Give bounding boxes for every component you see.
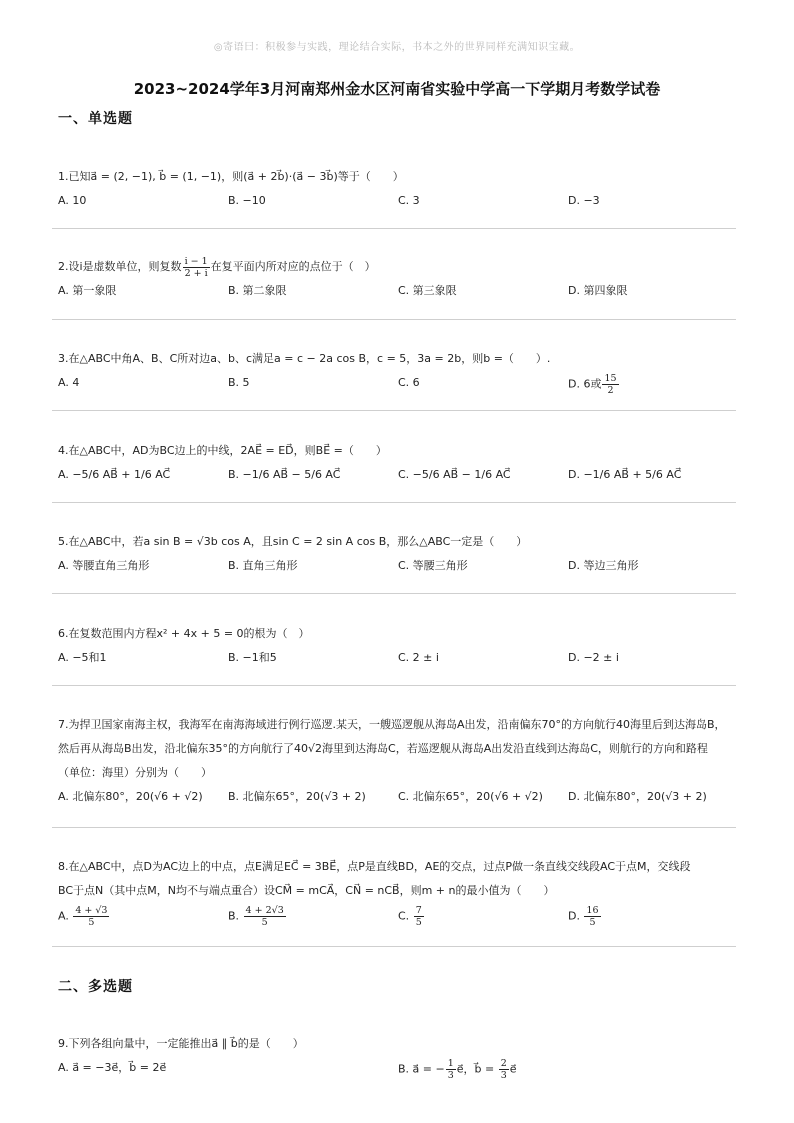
divider <box>52 593 736 594</box>
fraction-numerator: 2 <box>500 1058 507 1069</box>
option-c[interactable]: C. 2 ± i <box>398 651 439 664</box>
question-7 <box>58 713 738 809</box>
fraction-denominator: 5 <box>261 917 268 928</box>
option-b[interactable]: B. −10 <box>228 194 266 207</box>
divider <box>52 502 736 503</box>
option-c[interactable]: C. −5/6 AB⃗ − 1/6 AC⃗ <box>398 468 511 481</box>
option-b-prefix: B. a⃗ = − <box>398 1062 445 1076</box>
fraction-numerator: 4 + 2√3 <box>245 905 284 916</box>
question-1 <box>58 165 738 213</box>
section-single-choice: 一、单选题 <box>58 111 133 127</box>
fraction <box>244 905 286 928</box>
fraction-numerator: 4 + √3 <box>75 905 108 916</box>
fraction <box>73 905 109 928</box>
page-title: 2023~2024学年3月河南郑州金水区河南省实验中学高一下学期月考数学试卷 <box>133 80 661 98</box>
fraction-denominator: 2 + i <box>184 267 208 279</box>
option-b[interactable]: B. 北偏东65°，20(√3 + 2) <box>228 790 366 803</box>
option-a[interactable]: A. −5/6 AB⃗ + 1/6 AC⃗ <box>58 468 171 481</box>
option-b-middle: e⃗，b⃗ = <box>456 1062 495 1076</box>
option-d[interactable]: D. 第四象限 <box>568 284 628 297</box>
option-d-prefix: D. 6或 <box>568 377 602 391</box>
fraction-numerator: 1 <box>447 1058 454 1069</box>
question-stem: 1.已知a⃗ = (2, −1), b⃗ = (1, −1)，则(a⃗ + 2b⃗)·(a⃗ − 3b⃗)等于（ ） <box>58 170 404 183</box>
divider <box>52 827 736 828</box>
option-b[interactable]: B. 直角三角形 <box>228 559 298 572</box>
fraction <box>602 373 618 396</box>
option-b-suffix: e⃗ <box>509 1062 517 1076</box>
stem-suffix: 在复平面内所对应的点位于（ ） <box>210 260 376 273</box>
fraction-denominator: 3 <box>447 1070 454 1081</box>
header-motto: ◎寄语曰：积极参与实践，理论结合实际，书本之外的世界同样充满知识宝藏。 <box>213 42 581 53</box>
section-multi-choice: 二、多选题 <box>58 979 133 995</box>
question-stem-line-1: 8.在△ABC中，点D为AC边上的中点，点E满足EC⃗ = 3BE⃗，点P是直线BD，AE的交点，过点P做一条直线交线段AC于点M，交线段 <box>58 860 691 873</box>
option-a[interactable]: A. 4 <box>58 376 80 389</box>
option-b[interactable]: B. −1和5 <box>228 651 277 664</box>
fraction <box>414 905 424 928</box>
fraction-denominator: 3 <box>500 1070 507 1081</box>
option-b[interactable]: B. −1/6 AB⃗ − 5/6 AC⃗ <box>228 468 341 481</box>
question-stem: 9.下列各组向量中，一定能推出a⃗ ∥ b⃗的是（ ） <box>58 1037 304 1050</box>
fraction-denominator: 2 <box>607 385 614 396</box>
fraction-denominator: 5 <box>88 917 95 928</box>
question-9 <box>58 1032 738 1088</box>
question-3 <box>58 347 738 395</box>
question-stem: 4.在△ABC中，AD为BC边上的中线，2AE⃗ = ED⃗，则BE⃗ =（ ） <box>58 444 387 457</box>
option-a[interactable]: A. 10 <box>58 194 87 207</box>
option-a[interactable] <box>58 905 110 928</box>
divider <box>52 228 736 229</box>
option-b[interactable]: B. 5 <box>228 376 250 389</box>
option-d[interactable]: D. −2 ± i <box>568 651 619 664</box>
divider <box>52 319 736 320</box>
option-a[interactable]: A. −5和1 <box>58 651 107 664</box>
option-d[interactable] <box>568 373 620 396</box>
fraction-denominator: 5 <box>415 917 422 928</box>
option-a[interactable]: A. 北偏东80°，20(√6 + √2) <box>58 790 203 803</box>
option-c[interactable]: C. 北偏东65°，20(√6 + √2) <box>398 790 543 803</box>
option-c[interactable] <box>398 905 425 928</box>
option-d[interactable]: D. 北偏东80°，20(√3 + 2) <box>568 790 707 803</box>
question-stem-line-3: （单位：海里）分别为（ ） <box>58 766 212 779</box>
fraction-numerator: 15 <box>604 373 617 384</box>
divider <box>52 946 736 947</box>
option-b[interactable] <box>398 1058 517 1081</box>
fraction <box>183 256 210 279</box>
fraction-denominator: 5 <box>589 917 596 928</box>
option-label: D. <box>568 909 580 923</box>
question-stem-line-1: 7.为捍卫国家南海主权，我海军在南海海域进行例行巡逻.某天，一艘巡逻舰从海岛A出发，沿南偏东70°的方向航行40海里后到达海岛B， <box>58 718 726 731</box>
option-label: A. <box>58 909 69 923</box>
fraction <box>584 905 600 928</box>
option-a[interactable]: A. a⃗ = −3e⃗，b⃗ = 2e⃗ <box>58 1061 167 1074</box>
question-stem <box>58 255 738 279</box>
option-c[interactable]: C. 等腰三角形 <box>398 559 468 572</box>
question-8 <box>58 855 738 935</box>
stem-prefix: 2.设i是虚数单位，则复数 <box>58 260 182 273</box>
fraction-numerator: 7 <box>415 905 422 916</box>
option-d[interactable]: D. 等边三角形 <box>568 559 639 572</box>
fraction <box>446 1058 456 1081</box>
question-4 <box>58 439 738 487</box>
fraction-numerator: i − 1 <box>184 255 208 267</box>
option-b[interactable]: B. 第二象限 <box>228 284 287 297</box>
question-stem: 3.在△ABC中角A、B、C所对边a、b、c满足a = c − 2a cos B，c = 5，3a = 2b，则b =（ ）. <box>58 352 551 365</box>
option-label: C. <box>398 909 410 923</box>
question-stem: 5.在△ABC中，若a sin B = √3b cos A，且sin C = 2 sin A cos B，那么△ABC一定是（ ） <box>58 535 528 548</box>
option-c[interactable]: C. 3 <box>398 194 420 207</box>
question-stem: 6.在复数范围内方程x² + 4x + 5 = 0的根为（ ） <box>58 627 310 640</box>
question-stem-line-2: BC于点N（其中点M，N均不与端点重合）设CM⃗ = mCA⃗，CN⃗ = nCB⃗，则m + n的最小值为（ ） <box>58 884 555 897</box>
option-d[interactable]: D. −3 <box>568 194 600 207</box>
option-b[interactable] <box>228 905 287 928</box>
divider <box>52 410 736 411</box>
option-a[interactable]: A. 等腰直角三角形 <box>58 559 150 572</box>
option-label: B. <box>228 909 240 923</box>
option-d[interactable]: D. −1/6 AB⃗ + 5/6 AC⃗ <box>568 468 682 481</box>
fraction <box>499 1058 509 1081</box>
option-c[interactable]: C. 第三象限 <box>398 284 457 297</box>
question-5 <box>58 530 738 578</box>
question-stem-line-2: 然后再从海岛B出发，沿北偏东35°的方向航行了40√2海里到达海岛C，若巡逻舰从海岛A出发沿直线到达海岛C，则航行的方向和路程 <box>58 742 708 755</box>
question-2 <box>58 255 738 303</box>
option-d[interactable] <box>568 905 602 928</box>
question-6 <box>58 622 738 670</box>
option-c[interactable]: C. 6 <box>398 376 420 389</box>
option-a[interactable]: A. 第一象限 <box>58 284 117 297</box>
fraction-numerator: 16 <box>586 905 599 916</box>
divider <box>52 685 736 686</box>
